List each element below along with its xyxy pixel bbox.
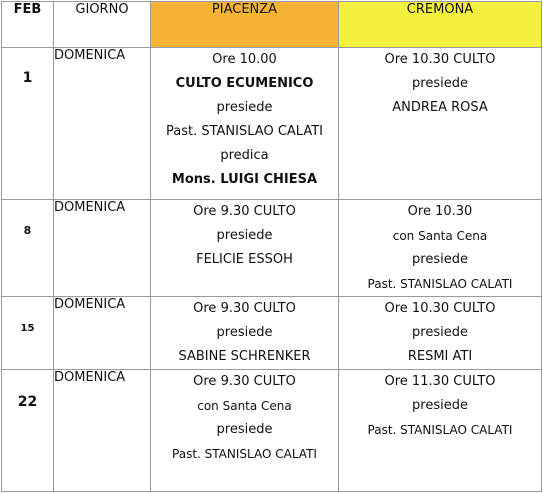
piacenza-cell: [151, 370, 339, 492]
service-line: presiede: [216, 325, 273, 340]
cremona-cell: [339, 48, 542, 200]
service-line: Ore 10.00: [212, 52, 277, 67]
date-number: 1: [22, 70, 33, 86]
day-cell: DOMENICA: [54, 297, 151, 370]
date-cell: [2, 48, 54, 200]
date-number: 15: [20, 323, 35, 334]
date-number: 8: [23, 224, 32, 237]
service-line: FELICIE ESSOH: [196, 252, 293, 267]
date-cell: [2, 200, 54, 297]
service-line: con Santa Cena: [197, 399, 292, 413]
service-line: RESMI ATI: [407, 349, 473, 364]
month-header: FEB: [2, 2, 54, 48]
service-line: Ore 10.30 CULTO: [384, 52, 496, 67]
date-cell: [2, 370, 54, 492]
table-row: [2, 200, 542, 297]
service-line: predica: [220, 148, 269, 163]
schedule-table: [1, 1, 542, 492]
service-line: Ore 10.30 CULTO: [384, 301, 496, 316]
service-line: presiede: [412, 252, 468, 267]
cremona-cell: [339, 200, 542, 297]
day-cell: DOMENICA: [54, 370, 151, 492]
day-cell: DOMENICA: [54, 48, 151, 200]
service-line: Ore 11.30 CULTO: [384, 374, 496, 389]
service-line: SABINE SCHRENKER: [178, 349, 311, 364]
service-line: ANDREA ROSA: [392, 100, 488, 115]
service-line: presiede: [412, 325, 468, 340]
service-line: presiede: [216, 100, 273, 115]
service-line: Past. STANISLAO CALATI: [367, 423, 513, 437]
service-line: Ore 9.30 CULTO: [193, 301, 296, 316]
date-number: 22: [17, 394, 38, 410]
service-line: presiede: [412, 76, 468, 91]
piacenza-cell: [151, 297, 339, 370]
table-row: [2, 297, 542, 370]
service-line: presiede: [412, 398, 468, 413]
service-line: presiede: [216, 228, 273, 243]
service-line: Past. STANISLAO CALATI: [172, 447, 317, 461]
table-row: [2, 370, 542, 492]
service-line: Past. STANISLAO CALATI: [367, 277, 513, 291]
service-line: Ore 9.30 CULTO: [193, 374, 296, 389]
cremona-cell: [339, 297, 542, 370]
cremona-cell: [339, 370, 542, 492]
service-line: Ore 10.30: [407, 204, 473, 219]
service-line: Mons. LUIGI CHIESA: [171, 172, 318, 187]
service-line: Ore 9.30 CULTO: [193, 204, 296, 219]
service-line: con Santa Cena: [392, 229, 488, 243]
day-cell: DOMENICA: [54, 200, 151, 297]
header-row: [2, 2, 542, 48]
service-line: Past. STANISLAO CALATI: [166, 124, 323, 139]
piacenza-cell: [151, 48, 339, 200]
service-line: presiede: [216, 422, 273, 437]
table-row: [2, 48, 542, 200]
date-cell: [2, 297, 54, 370]
piacenza-header: PIACENZA: [151, 2, 339, 48]
day-header: GIORNO: [54, 2, 151, 48]
piacenza-cell: [151, 200, 339, 297]
service-line: CULTO ECUMENICO: [175, 76, 314, 91]
cremona-header: CREMONA: [339, 2, 542, 48]
